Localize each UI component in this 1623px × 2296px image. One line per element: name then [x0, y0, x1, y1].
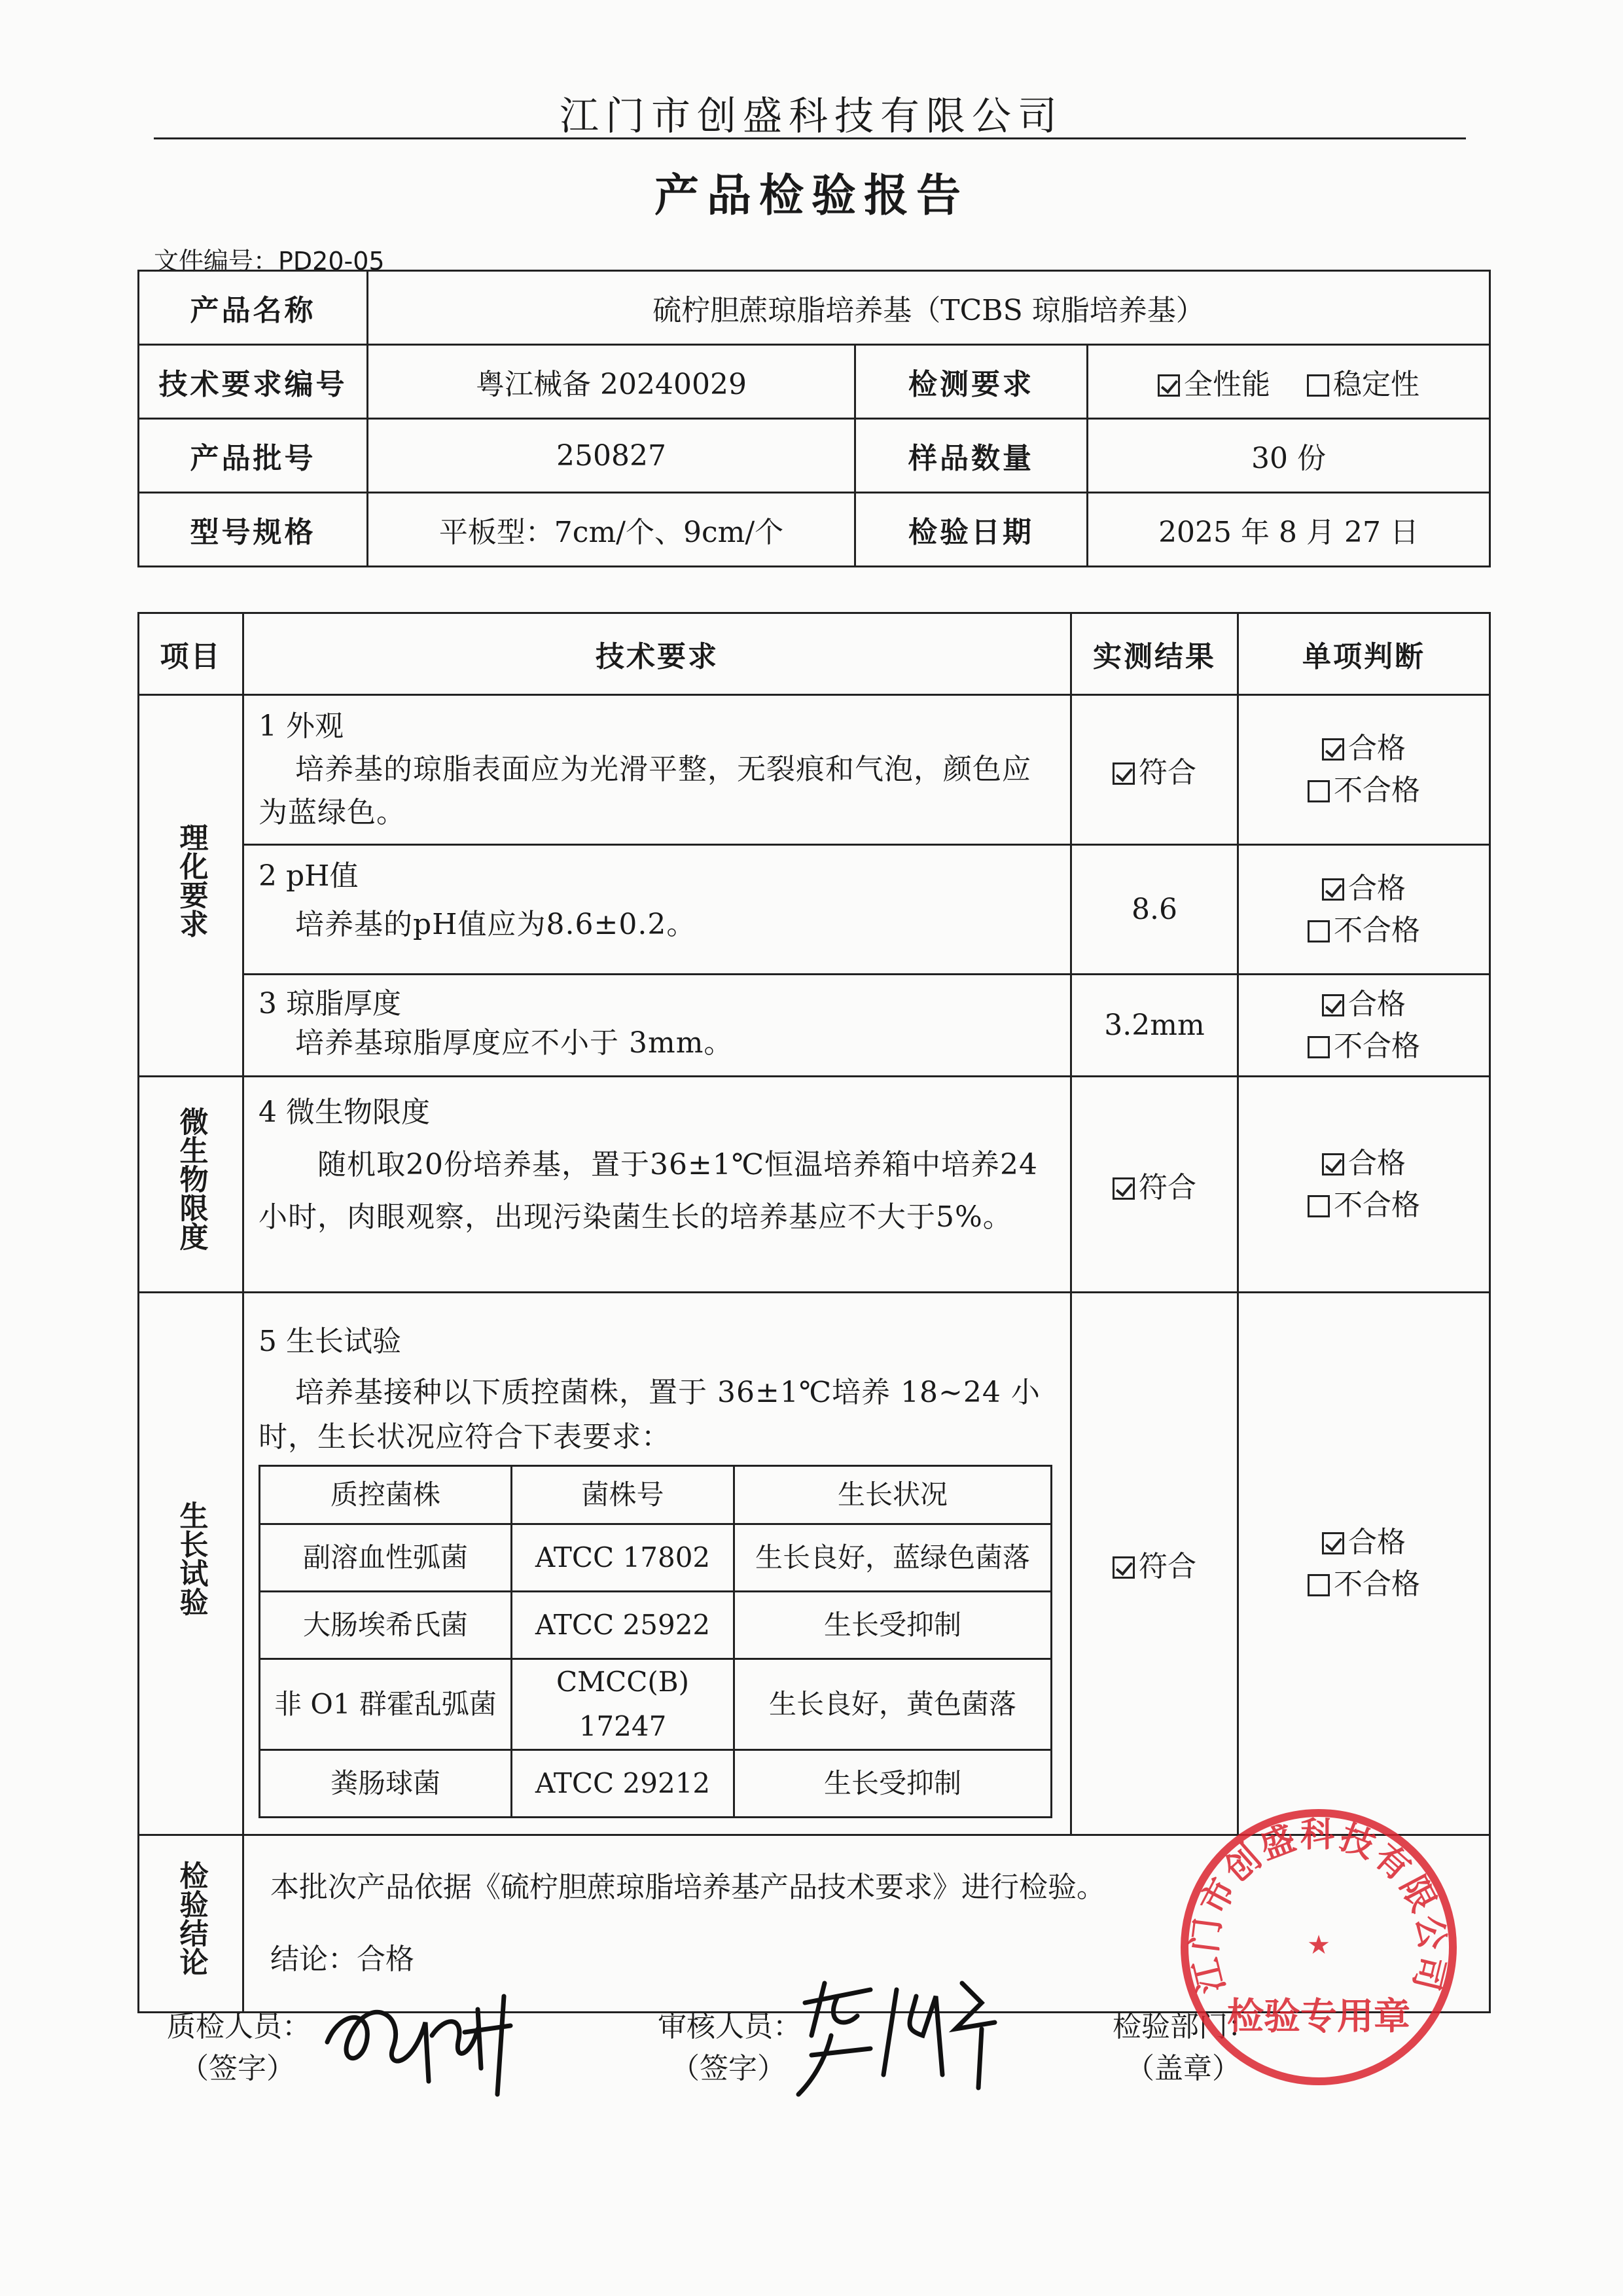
product-info-table [137, 270, 1491, 567]
item-row-microbial [139, 1077, 1490, 1293]
result-text: 符合 [1139, 1550, 1196, 1583]
requirement-microbial [243, 1077, 1071, 1293]
seal-center-text: 检验专用章 [1227, 1996, 1410, 2038]
item-body: 培养基琼脂厚度应不小于 3mm。 [295, 1026, 734, 1060]
strain-header-growth: 生长状况 [734, 1466, 1052, 1524]
item-body: 培养基的pH值应为8.6±0.2。 [295, 908, 696, 941]
result-appearance [1071, 695, 1238, 845]
batch-label: 产品批号 [139, 419, 368, 493]
header-requirement: 技术要求 [243, 613, 1071, 695]
fail-checkbox[interactable] [1308, 1036, 1330, 1058]
strain-growth: 生长良好，黄色菌落 [734, 1659, 1052, 1750]
fail-checkbox[interactable] [1308, 780, 1330, 802]
model-label: 型号规格 [139, 493, 368, 567]
strain-row [260, 1592, 1052, 1659]
judge-growth [1238, 1293, 1490, 1835]
inspector-signature [314, 1970, 537, 2101]
requirement-appearance [243, 695, 1071, 845]
result-thickness: 3.2mm [1071, 975, 1238, 1077]
inspection-header-row [139, 613, 1490, 695]
test-req-label: 检测要求 [855, 345, 1088, 419]
result-text: 符合 [1139, 756, 1196, 789]
fail-checkbox[interactable] [1308, 920, 1330, 942]
fail-label: 不合格 [1334, 1029, 1420, 1063]
header-rule [154, 137, 1466, 139]
result-ph: 8.6 [1071, 845, 1238, 975]
stability-label: 稳定性 [1332, 368, 1419, 401]
pass-label: 合格 [1348, 1146, 1406, 1180]
result-text: 符合 [1139, 1170, 1196, 1204]
result-microbial [1071, 1077, 1238, 1293]
fail-label: 不合格 [1334, 774, 1420, 807]
strain-growth: 生长受抑制 [734, 1592, 1052, 1659]
date-label: 检验日期 [855, 493, 1088, 567]
strain-id: ATCC 17802 [512, 1524, 734, 1592]
strain-name: 副溶血性弧菌 [260, 1524, 512, 1592]
header-judgement: 单项判断 [1238, 613, 1490, 695]
stability-checkbox[interactable] [1307, 374, 1329, 397]
category-growth [139, 1293, 243, 1835]
inspector-label: 质检人员： [167, 2010, 311, 2043]
model-value: 平板型：7cm/个、9cm/个 [368, 493, 855, 567]
seal-ring-text: 江门市创盛科技有限公司 [1185, 1815, 1452, 1997]
dept-note: （盖章） [1126, 2052, 1241, 2085]
date-value: 2025 年 8 月 27 日 [1088, 493, 1490, 567]
fail-checkbox[interactable] [1308, 1574, 1330, 1596]
item-body: 培养基接种以下质控菌株，置于 36±1℃培养 18~24 小时，生长状况应符合下表要求： [259, 1376, 1041, 1454]
tech-no-label: 技术要求编号 [139, 345, 368, 419]
category-micro-text: 微生物限度 [174, 1107, 208, 1251]
reviewer-label: 审核人员： [658, 2010, 802, 2043]
item-row-thickness [139, 975, 1490, 1077]
strain-row [260, 1659, 1052, 1750]
category-growth-text: 生长试验 [174, 1500, 208, 1616]
company-name: 江门市创盛科技有限公司 [560, 94, 1063, 139]
pass-checkbox[interactable] [1322, 738, 1344, 761]
requirement-growth [243, 1293, 1071, 1835]
pass-label: 合格 [1348, 987, 1406, 1021]
result-checkbox[interactable] [1113, 1556, 1135, 1579]
item-row-growth [139, 1293, 1490, 1835]
requirement-ph [243, 845, 1071, 975]
inspector-signature-block [167, 2006, 311, 2090]
strain-id: ATCC 25922 [512, 1592, 734, 1659]
reviewer-note: （签字） [671, 2052, 786, 2085]
fail-label: 不合格 [1334, 1568, 1420, 1601]
conclusion-basis: 本批次产品依据《硫柠胆蔗琼脂培养基产品技术要求》进行检验。 [270, 1871, 1105, 1904]
item-body: 培养基的琼脂表面应为光滑平整，无裂痕和气泡，颜色应为蓝绿色。 [259, 753, 1031, 829]
strain-header-name: 质控菌株 [260, 1466, 512, 1524]
document-number: 文件编号：PD20-05 [154, 247, 385, 276]
product-name-label: 产品名称 [139, 271, 368, 345]
strain-growth: 生长良好，蓝绿色菌落 [734, 1524, 1052, 1592]
company-seal [1175, 1803, 1463, 2091]
header-item: 项目 [139, 613, 243, 695]
result-checkbox[interactable] [1113, 1177, 1135, 1200]
judge-thickness [1238, 975, 1490, 1077]
batch-value: 250827 [368, 419, 855, 493]
pass-checkbox[interactable] [1322, 1532, 1344, 1554]
product-name-value: 硫柠胆蔗琼脂培养基（TCBS 琼脂培养基） [368, 271, 1490, 345]
svg-text:★: ★ [1307, 1930, 1330, 1960]
sample-qty-label: 样品数量 [855, 419, 1088, 493]
reviewer-signature [785, 1957, 1021, 2108]
category-micro [139, 1077, 243, 1293]
strain-id: ATCC 29212 [512, 1750, 734, 1818]
judge-microbial [1238, 1077, 1490, 1293]
item-body: 随机取20份培养基，置于36±1℃恒温培养箱中培养24小时，肉眼观察，出现污染菌生长的培养基应不大于5%。 [259, 1148, 1039, 1234]
category-conclusion-text: 检验结论 [174, 1860, 208, 1976]
strain-growth: 生长受抑制 [734, 1750, 1052, 1818]
strain-name: 非 O1 群霍乱弧菌 [260, 1659, 512, 1750]
full-performance-checkbox[interactable] [1158, 374, 1180, 397]
result-growth [1071, 1293, 1238, 1835]
pass-label: 合格 [1348, 732, 1406, 765]
inspector-note: （签字） [180, 2052, 295, 2085]
strain-row [260, 1750, 1052, 1818]
result-checkbox[interactable] [1113, 762, 1135, 785]
item-row-appearance [139, 695, 1490, 845]
full-performance-label: 全性能 [1184, 368, 1271, 401]
strain-table [259, 1465, 1052, 1818]
item-title: 2 pH值 [259, 859, 359, 893]
reviewer-signature-block [658, 2006, 802, 2090]
fail-label: 不合格 [1334, 913, 1420, 947]
category-physchem-text: 理化要求 [174, 822, 208, 938]
strain-id: CMCC(B) 17247 [512, 1659, 734, 1750]
tech-no-value: 粤江械备 20240029 [368, 345, 855, 419]
item-row-ph [139, 845, 1490, 975]
pass-checkbox[interactable] [1322, 1153, 1344, 1175]
strain-name: 粪肠球菌 [260, 1750, 512, 1818]
pass-checkbox[interactable] [1322, 878, 1344, 901]
header-result: 实测结果 [1071, 613, 1238, 695]
svg-text:江门市创盛科技有限公司 [1185, 1816, 1452, 1997]
sample-qty-value: 30 份 [1088, 419, 1490, 493]
item-title: 3 琼脂厚度 [259, 987, 401, 1020]
item-title: 4 微生物限度 [259, 1096, 430, 1129]
pass-label: 合格 [1348, 1526, 1406, 1559]
strain-header-row [260, 1466, 1052, 1524]
judge-ph [1238, 845, 1490, 975]
item-title: 5 生长试验 [259, 1325, 401, 1358]
category-conclusion [139, 1835, 243, 2013]
test-req-options [1088, 345, 1490, 419]
strain-row [260, 1524, 1052, 1592]
item-title: 1 外观 [259, 709, 344, 743]
category-physchem [139, 695, 243, 1077]
judge-appearance [1238, 695, 1490, 845]
pass-checkbox[interactable] [1322, 994, 1344, 1016]
requirement-thickness [243, 975, 1071, 1077]
pass-label: 合格 [1348, 871, 1406, 905]
fail-checkbox[interactable] [1308, 1195, 1330, 1217]
dept-label: 检验部门： [1113, 2010, 1257, 2043]
strain-header-id: 菌株号 [512, 1466, 734, 1524]
strain-name: 大肠埃希氏菌 [260, 1592, 512, 1659]
fail-label: 不合格 [1334, 1188, 1420, 1222]
report-title: 产品检验报告 [654, 170, 969, 222]
conclusion-result: 结论：合格 [270, 1943, 414, 1976]
